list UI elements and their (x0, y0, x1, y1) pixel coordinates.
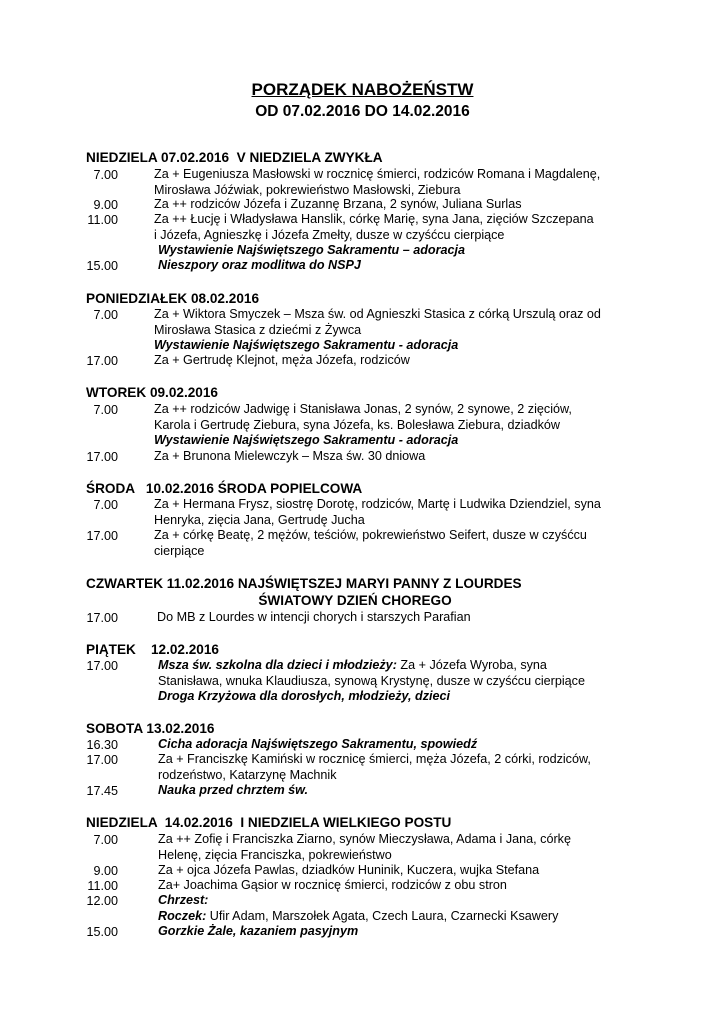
entry-time: 17.00 (86, 659, 118, 673)
entry-time: 9.00 (93, 198, 118, 212)
entry-lead: Roczek: (158, 908, 207, 923)
entry-line (158, 909, 558, 925)
entry-time: 16.30 (86, 738, 118, 752)
entry-line-adoration: Wystawienie Najświętszego Sakramentu – adoracja (158, 243, 466, 258)
entry-text (158, 832, 571, 863)
entry-time: 7.00 (93, 168, 118, 182)
entry-line: Mirosława Jóźwiak, pokrewieństwo Masłowski, Ziebura (154, 182, 461, 197)
entry-time: 17.00 (86, 611, 118, 625)
entry-line: Za + Wiktora Smyczek – Msza św. od Agnieszki Stasica z córką Urszulą oraz od (154, 307, 601, 321)
entry-line: Cicha adoracja Najświętszego Sakramentu, spowiedź (158, 737, 478, 751)
entry-line: Nauka przed chrztem św. (158, 783, 309, 797)
entry-line: i Józefa, Agnieszkę i Józefa Zmełty, dusze w czyśćcu cierpiące (154, 227, 505, 242)
section-header-sunday-0702: NIEDZIELA 07.02.2016 V NIEDZIELA ZWYKŁA (86, 150, 383, 165)
entry-text (154, 528, 587, 559)
entry-text (154, 167, 600, 198)
entry-text (154, 402, 572, 449)
entry-line-rest: Ufir Adam, Marszołek Agata, Czech Laura, Czarnecki Ksawery (206, 908, 559, 923)
section-header-saturday: SOBOTA 13.02.2016 (86, 721, 215, 736)
entry-text (154, 212, 594, 259)
entry-time: 11.00 (87, 213, 118, 227)
entry-text (158, 783, 308, 799)
entry-time: 17.45 (86, 784, 118, 798)
entry-text (154, 449, 425, 465)
entry-time: 7.00 (93, 498, 118, 512)
entry-line: Karola i Gertrudę Ziebura, syna Józefa, ks. Bolesława Ziebura, dziadków (154, 417, 560, 432)
entry-line: rodzeństwo, Katarzynę Machnik (158, 767, 337, 782)
section-header-thursday-line2: ŚWIATOWY DZIEŃ CHOREGO (258, 593, 452, 608)
entry-text (158, 737, 477, 753)
entry-time: 7.00 (93, 403, 118, 417)
entry-time: 7.00 (93, 833, 118, 847)
entry-line (158, 658, 585, 674)
entry-text (158, 863, 539, 879)
entry-time: 15.00 (86, 259, 118, 273)
entry-line-adoration: Wystawienie Najświętszego Sakramentu - adoracja (154, 433, 459, 448)
entry-text (154, 197, 522, 213)
entry-line: Za ++ rodziców Jadwigę i Stanisława Jonas, 2 synów, 2 synowe, 2 zięciów, (154, 402, 572, 416)
entry-line-adoration: Wystawienie Najświętszego Sakramentu - adoracja (154, 338, 459, 353)
entry-line: Za+ Joachima Gąsior w rocznicę śmierci, rodziców z obu stron (158, 878, 507, 892)
entry-line: Helenę, zięcia Franciszka, pokrewieństwo (158, 847, 392, 862)
section-header-thursday: CZWARTEK 11.02.2016 NAJŚWIĘTSZEJ MARYI PANNY Z LOURDES (86, 576, 522, 591)
entry-line: Do MB z Lourdes w intencji chorych i starszych Parafian (157, 610, 471, 624)
section-header-sunday-1402: NIEDZIELA 14.02.2016 I NIEDZIELA WIELKIEGO POSTU (86, 815, 452, 830)
entry-lead: Msza św. szkolna dla dzieci i młodzieży: (158, 658, 397, 672)
entry-line: Za + Eugeniusza Masłowski w rocznicę śmierci, rodziców Romana i Magdalenę, (154, 167, 601, 181)
entry-text (157, 610, 471, 626)
entry-time: 12.00 (86, 894, 118, 908)
section-header-wednesday: ŚRODA 10.02.2016 ŚRODA POPIELCOWA (86, 481, 363, 496)
entry-time: 17.00 (86, 529, 118, 543)
entry-text (158, 752, 591, 783)
entry-time: 17.00 (86, 354, 118, 368)
entry-time: 17.00 (86, 450, 118, 464)
entry-line-baptism: Chrzest: (158, 893, 209, 907)
entry-time: 9.00 (93, 864, 118, 878)
section-header-monday: PONIEDZIAŁEK 08.02.2016 (86, 291, 260, 306)
entry-time: 11.00 (87, 879, 118, 893)
entry-text (158, 658, 585, 705)
entry-line: Za + Hermana Frysz, siostrę Dorotę, rodziców, Martę i Ludwika Dziendziel, syna (154, 497, 601, 511)
entry-line: Za ++ rodziców Józefa i Zuzannę Brzana, 2 synów, Juliana Surlas (154, 197, 522, 211)
entry-line: Za + córkę Beatę, 2 mężów, teściów, pokrewieństwo Seifert, dusze w czyśćcu (154, 528, 587, 542)
entry-line: Za + Franciszkę Kamiński w rocznicę śmierci, męża Józefa, 2 córki, rodziców, (158, 752, 591, 766)
entry-line: Za ++ Łucję i Władysława Hanslik, córkę Marię, syna Jana, zięciów Szczepana (154, 212, 594, 226)
entry-line: cierpiące (154, 543, 205, 558)
entry-line: Gorzkie Żale, kazaniem pasyjnym (158, 924, 359, 938)
entry-line: Mirosława Stasica z dziećmi z Żywca (154, 322, 362, 337)
entry-text (154, 353, 410, 369)
entry-line: Za + Gertrudę Klejnot, męża Józefa, rodziców (154, 353, 410, 367)
entry-line: Za + Brunona Mielewczyk – Msza św. 30 dniowa (154, 449, 426, 463)
entry-line: Stanisława, wnuka Klaudiusza, synową Krystynę, dusze w czyśćcu cierpiące (158, 673, 585, 688)
entry-text (154, 307, 601, 354)
entry-line: Henryka, zięcia Jana, Gertrudę Jucha (154, 512, 365, 527)
entry-text (154, 497, 601, 528)
entry-line: Za ++ Zofię i Franciszka Ziarno, synów Mieczysława, Adama i Jana, córkę (158, 832, 571, 846)
entry-line: Za + ojca Józefa Pawlas, dziadków Huninik, Kuczera, wujka Stefana (158, 863, 540, 877)
page-title: PORZĄDEK NABOŻEŃSTW (251, 80, 474, 99)
entry-line-way-of-cross: Droga Krzyżowa dla dorosłych, młodzieży, dzieci (158, 689, 451, 704)
page-subtitle: OD 07.02.2016 DO 14.02.2016 (255, 103, 470, 120)
entry-line-rest: Za + Józefa Wyroba, syna (396, 658, 547, 672)
entry-text (158, 893, 558, 924)
entry-text (158, 878, 507, 894)
section-header-friday: PIĄTEK 12.02.2016 (86, 642, 219, 657)
entry-time: 15.00 (86, 925, 118, 939)
entry-text (158, 924, 358, 940)
entry-text (158, 258, 361, 274)
entry-time: 17.00 (86, 753, 118, 767)
entry-time: 7.00 (93, 308, 118, 322)
section-header-tuesday: WTOREK 09.02.2016 (86, 385, 218, 400)
entry-line: Nieszpory oraz modlitwa do NSPJ (158, 258, 361, 272)
